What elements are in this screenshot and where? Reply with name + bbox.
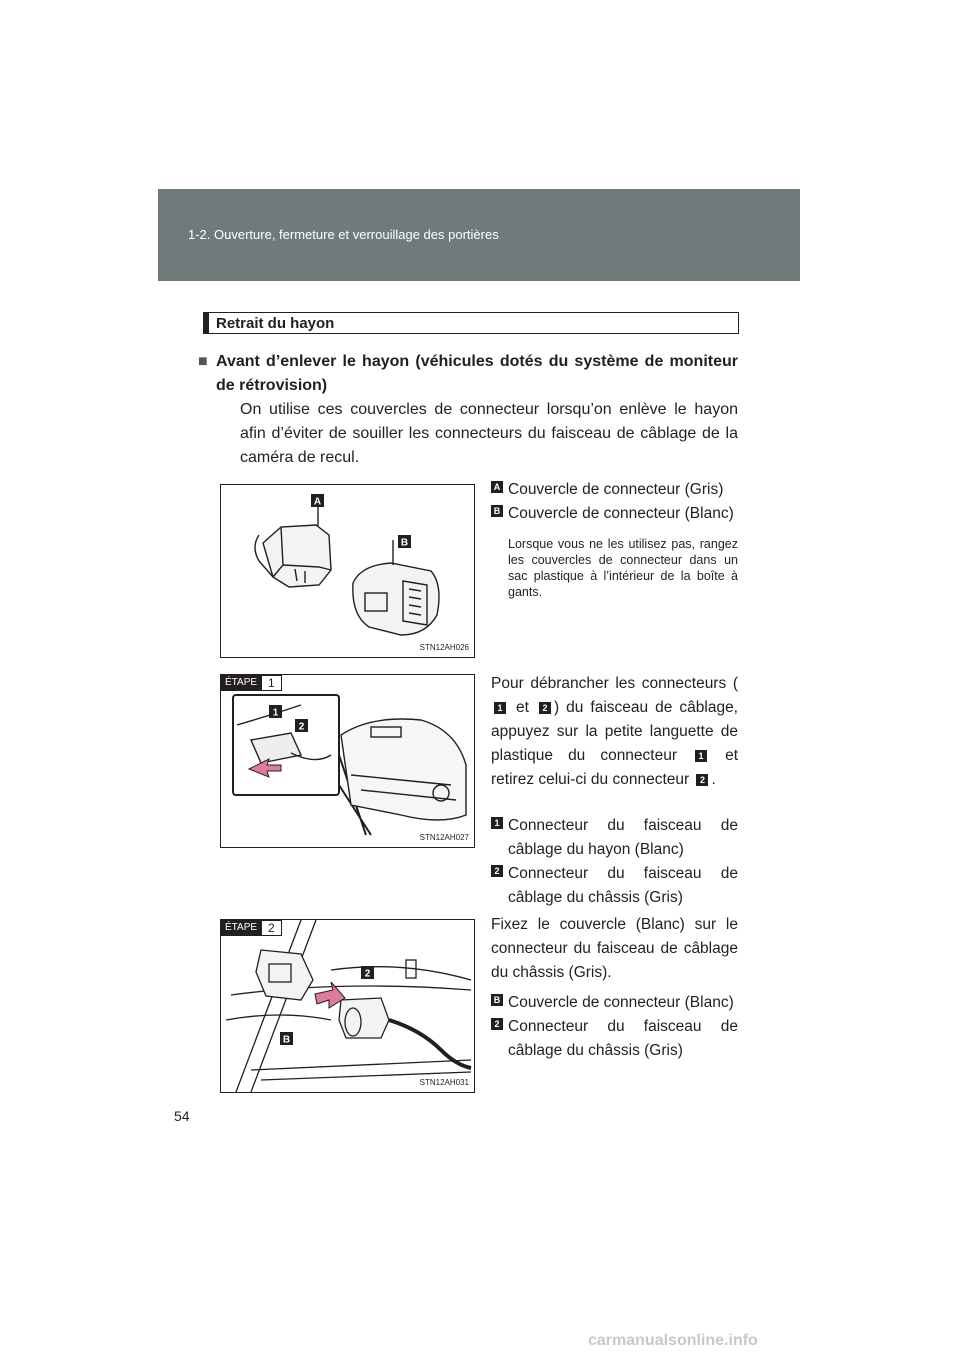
label-1-text: 1	[272, 707, 279, 719]
legend-item	[494, 814, 738, 862]
square-bullet-icon: ■	[198, 353, 208, 370]
label-b-text: B	[282, 1034, 291, 1046]
legend-item	[494, 862, 738, 910]
step1-legend	[494, 814, 738, 910]
connector-1-icon: 1	[491, 817, 503, 829]
step1-text: et	[516, 699, 529, 716]
section-title-bar	[203, 312, 739, 334]
legend-text: Couvercle de connecteur (Blanc)	[508, 505, 734, 522]
connector-2-icon: 2	[696, 774, 708, 786]
legend-text: Connecteur du faisceau de câblage du châssis (Gris)	[508, 865, 738, 906]
connector-covers-illustration	[221, 485, 474, 657]
storage-note: Lorsque vous ne les utilisez pas, rangez les couvercles de connecteur dans un sac plastique à l’intérieur de la boîte à gants.	[508, 537, 738, 599]
step-label: ÉTAPE	[221, 920, 261, 936]
step2-legend	[493, 991, 738, 1063]
figure-code: STN12AH031	[419, 1078, 469, 1087]
subsection-title: Avant d’enlever le hayon (véhicules dotés du système de moniteur de rétrovision)	[216, 353, 738, 394]
step-number: 1	[261, 675, 282, 691]
step1-figure	[220, 674, 475, 848]
step1-instructions	[491, 672, 738, 792]
figure-code: STN12AH027	[419, 833, 469, 842]
step-label: ÉTAPE	[221, 675, 261, 691]
label-a-text: A	[313, 496, 322, 508]
b-icon: B	[491, 994, 503, 1006]
figure-code: STN12AH026	[419, 643, 469, 652]
step2-illustration	[221, 920, 474, 1092]
watermark: carmanualsonline.info	[588, 1332, 758, 1349]
step2-instructions: Fixez le couvercle (Blanc) sur le connecteur du faisceau de câblage du châssis (Gris).	[491, 916, 738, 981]
connector-covers-figure	[220, 484, 475, 658]
legend-text: Connecteur du faisceau de câblage du châssis (Gris)	[508, 1018, 738, 1059]
connector-2-icon: 2	[491, 1018, 503, 1030]
legend-item	[493, 478, 738, 502]
legend-text: Couvercle de connecteur (Gris)	[508, 481, 724, 498]
b-icon: B	[491, 505, 503, 517]
step1-badge	[221, 675, 282, 691]
page-number: 54	[174, 1108, 190, 1124]
connector-2-icon: 2	[491, 865, 503, 877]
legend-item	[494, 1015, 738, 1063]
legend-item	[493, 991, 738, 1015]
step1-text: et retirez celui-ci du connecteur	[491, 747, 739, 788]
connector-2-icon: 2	[539, 702, 551, 714]
step1-illustration	[221, 675, 474, 847]
legend-text: Couvercle de connecteur (Blanc)	[508, 994, 734, 1011]
step2-figure	[220, 919, 475, 1093]
label-2-text: 2	[364, 968, 371, 980]
a-icon: A	[491, 481, 503, 493]
step1-text: Pour débrancher les connecteurs (	[491, 675, 738, 692]
intro-paragraph: On utilise ces couvercles de connecteur lorsqu’on enlève le hayon afin d’éviter de souiller les connecteurs du faisceau de câblage de la caméra de recul.	[240, 401, 738, 466]
legend-item	[493, 502, 738, 526]
connector-1-icon: 1	[695, 750, 707, 762]
step-number: 2	[261, 920, 282, 936]
step1-text: ) du faisceau de câblage, appuyez sur la petite languette de plastique du connecteur	[491, 699, 738, 764]
section-title: Retrait du hayon	[216, 315, 335, 332]
legend-text: Connecteur du faisceau de câblage du hayon (Blanc)	[508, 817, 738, 858]
fig1-legend	[493, 478, 738, 600]
step1-text: .	[711, 771, 716, 788]
step2-badge	[221, 920, 282, 936]
section-marker	[204, 313, 209, 333]
label-b-text: B	[400, 537, 409, 549]
chapter-header	[158, 189, 800, 281]
chapter-title: 1-2. Ouverture, fermeture et verrouillage des portières	[188, 227, 499, 242]
connector-1-icon: 1	[494, 702, 506, 714]
subsection-heading	[198, 350, 738, 398]
label-2-text: 2	[298, 721, 305, 733]
